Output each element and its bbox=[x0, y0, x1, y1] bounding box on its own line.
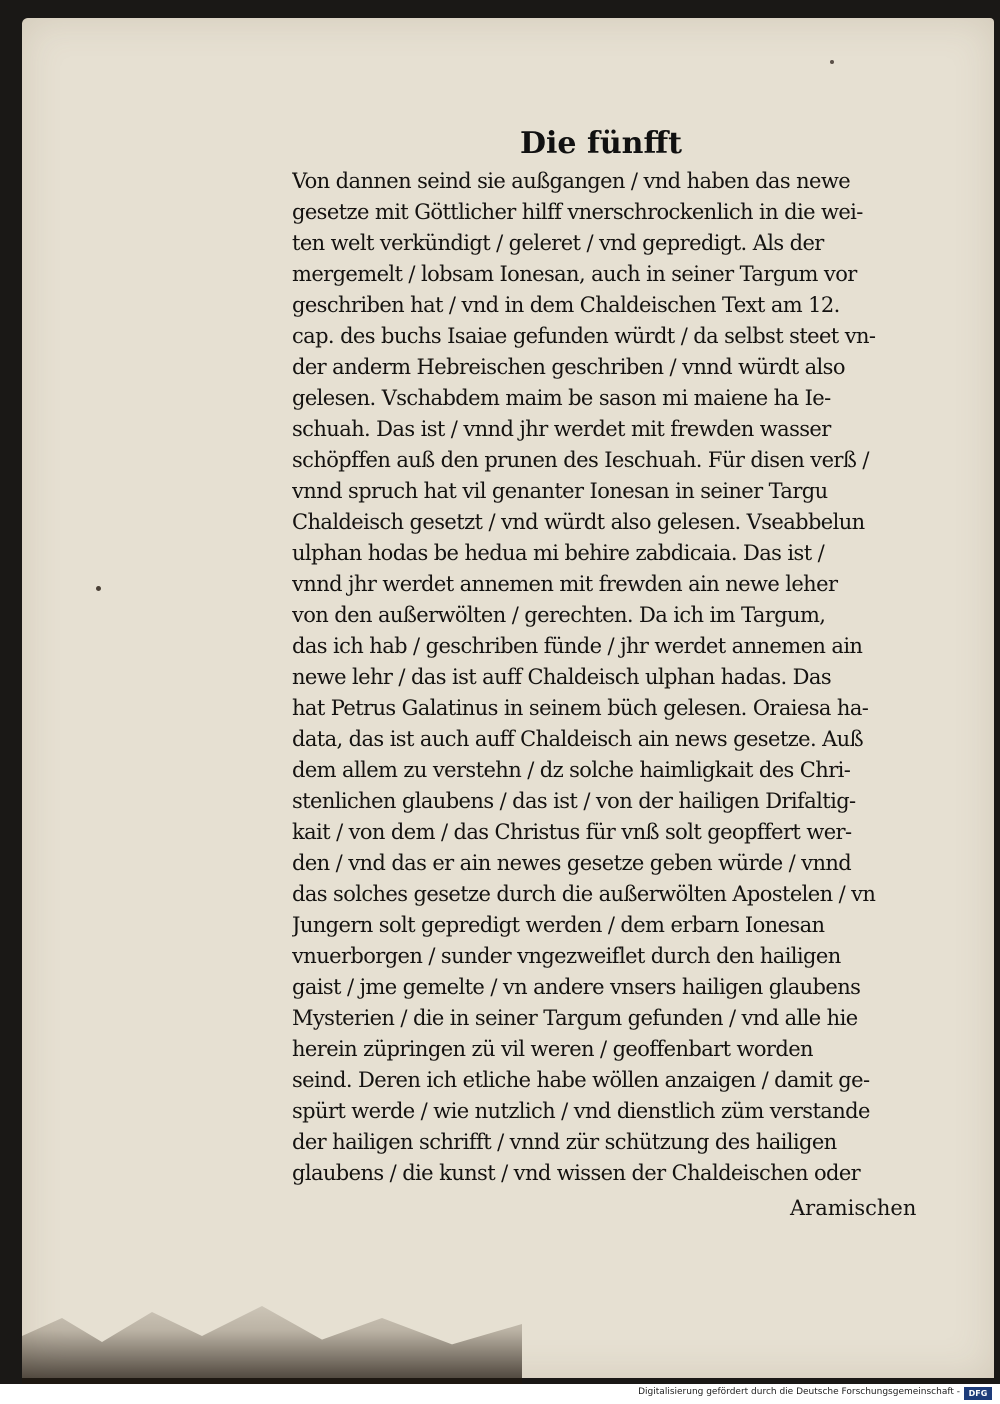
text-line: schuah. Das ist / vnnd jhr werdet mit frewden wasser bbox=[292, 417, 831, 441]
text-line: schöpffen auß den prunen des Ieschuah. Für disen verß / bbox=[292, 448, 869, 472]
text-line: glaubens / die kunst / vnd wissen der Chaldeischen oder bbox=[292, 1161, 861, 1185]
text-line: cap. des buchs Isaiae gefunden würdt / da selbst steet vn- bbox=[292, 324, 876, 348]
text-line: seind. Deren ich etliche habe wöllen anzaigen / damit ge- bbox=[292, 1068, 870, 1092]
top-dot bbox=[830, 60, 834, 64]
text-line: spürt werde / wie nutzlich / vnd dienstlich züm verstande bbox=[292, 1099, 870, 1123]
text-line: vnnd jhr werdet annemen mit frewden ain newe leher bbox=[292, 572, 838, 596]
text-line: gesetze mit Göttlicher hilff vnerschrockenlich in die wei- bbox=[292, 200, 863, 224]
text-line: mergemelt / lobsam Ionesan, auch in seiner Targum vor bbox=[292, 262, 857, 286]
text-line: geschriben hat / vnd in dem Chaldeischen Text am 12. bbox=[292, 293, 840, 317]
text-line: data, das ist auch auff Chaldeisch ain news gesetze. Auß bbox=[292, 727, 864, 751]
footer-credit: Digitalisierung gefördert durch die Deutsche Forschungsgemeinschaft - bbox=[638, 1387, 960, 1397]
text-line: ten welt verkündigt / geleret / vnd gepredigt. Als der bbox=[292, 231, 824, 255]
faded-margin-mark bbox=[176, 128, 266, 154]
text-line: Chaldeisch gesetzt / vnd würdt also gelesen. Vseabbelun bbox=[292, 510, 865, 534]
text-line: newe lehr / das ist auff Chaldeisch ulphan hadas. Das bbox=[292, 665, 832, 689]
dfg-logo: DFG bbox=[964, 1387, 992, 1400]
text-line: stenlichen glaubens / das ist / von der hailigen Drifaltig- bbox=[292, 789, 856, 813]
text-line: gaist / jme gemelte / vn andere vnsers hailigen glaubens bbox=[292, 975, 861, 999]
catchword: Aramischen bbox=[790, 1196, 917, 1220]
text-line: der hailigen schrifft / vnnd zür schützung des hailigen bbox=[292, 1130, 837, 1154]
text-line: hat Petrus Galatinus in seinem büch gelesen. Oraiesa ha- bbox=[292, 696, 869, 720]
margin-dot bbox=[96, 586, 101, 591]
text-line: den / vnd das er ain newes gesetze geben würde / vnnd bbox=[292, 851, 852, 875]
text-line: herein züpringen zü vil weren / geoffenbart worden bbox=[292, 1037, 813, 1061]
text-line: von den außerwölten / gerechten. Da ich im Targum, bbox=[292, 603, 826, 627]
text-line: ulphan hodas be hedua mi behire zabdicaia. Das ist / bbox=[292, 541, 825, 565]
body-text bbox=[292, 166, 952, 1189]
text-line: vnnd spruch hat vil genanter Ionesan in seiner Targu bbox=[292, 479, 828, 503]
footer-bar bbox=[0, 1384, 1000, 1404]
text-line: Mysterien / die in seiner Targum gefunden / vnd alle hie bbox=[292, 1006, 858, 1030]
text-line: das solches gesetze durch die außerwölten Apostelen / vn bbox=[292, 882, 876, 906]
text-line: Von dannen seind sie außgangen / vnd haben das newe bbox=[292, 169, 851, 193]
text-line: kait / von dem / das Christus für vnß solt geopffert wer- bbox=[292, 820, 852, 844]
text-line: dem allem zu verstehn / dz solche haimligkait des Chri- bbox=[292, 758, 851, 782]
running-head: Die fünfft bbox=[520, 126, 682, 161]
text-line: Jungern solt gepredigt werden / dem erbarn Ionesan bbox=[292, 913, 825, 937]
text-line: das ich hab / geschriben fünde / jhr werdet annemen ain bbox=[292, 634, 863, 658]
text-line: vnuerborgen / sunder vngezweiflet durch den hailigen bbox=[292, 944, 841, 968]
text-line: der anderm Hebreischen geschriben / vnnd würdt also bbox=[292, 355, 845, 379]
text-line: gelesen. Vschabdem maim be sason mi maiene ha Ie- bbox=[292, 386, 831, 410]
